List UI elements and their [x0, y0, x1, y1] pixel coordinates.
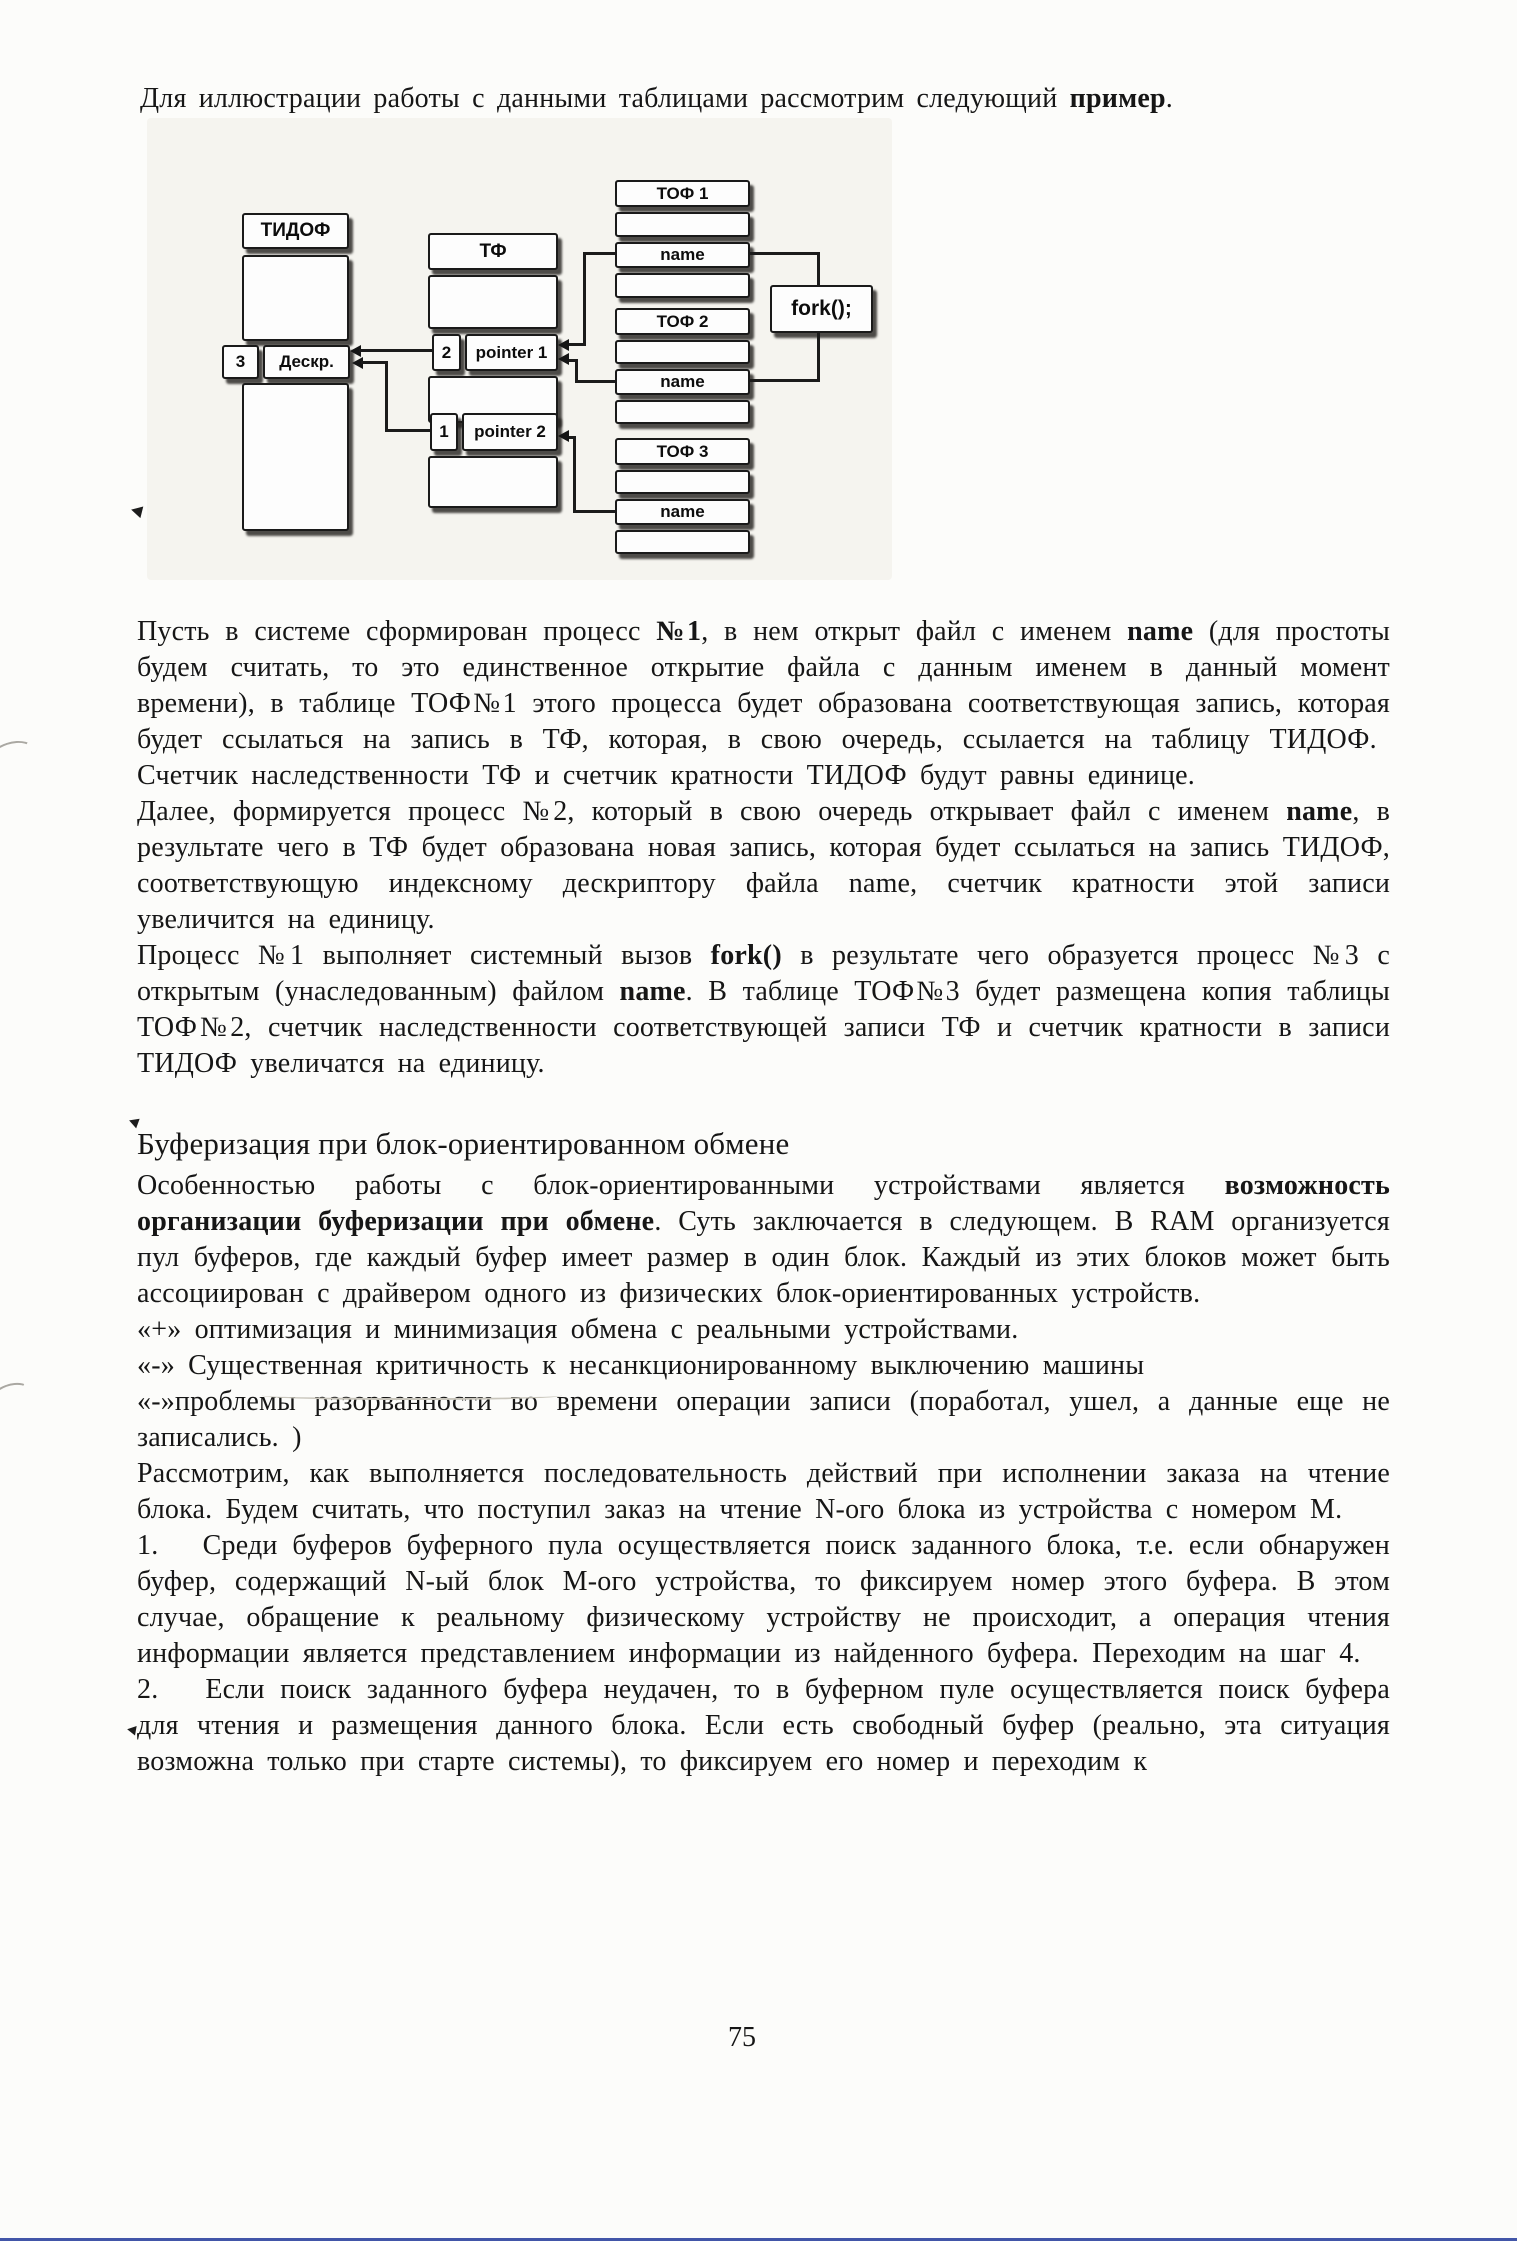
- connector-line: [359, 349, 432, 352]
- tidof-descriptor-cell: Дескр.: [263, 345, 350, 379]
- tof2-empty-cell: [615, 340, 750, 364]
- paragraph-minus-point-2: «-»проблемы разорванности во времени операции записи (поработал, ушел, а данные еще не записались. ): [137, 1386, 1390, 1453]
- tof3-table-header: ТОФ 3: [615, 438, 750, 465]
- fork-call-box: fork();: [770, 285, 873, 333]
- text-run: Пусть в системе сформирован процесс: [137, 616, 657, 647]
- paragraph-plus-point: «+» оптимизация и минимизация обмена с реальными устройствами.: [137, 1314, 1019, 1345]
- arrow-into-pointer2-icon: [558, 430, 569, 442]
- text-run: , в результате чего в ТФ будет образована новая запись, которая будет ссылаться на запись ТИДОФ, соответствующую индексному дескриптору файла name, счетчик кратности этой записи увеличится на единицу.: [137, 796, 1390, 935]
- tf-pointer1-cell: pointer 1: [465, 334, 558, 371]
- list-item-step2: 2. Если поиск заданного буфера неудачен, то в буферном пуле осуществляется поиск буфера для чтения и размещения данного блока. Если есть свободный буфер (реально, эта ситуация возможна только при старте системы), то фиксируем его номер и переходим к: [137, 1674, 1390, 1777]
- connector-line: [573, 510, 615, 513]
- intro-paragraph: [140, 80, 1393, 117]
- margin-mark-icon: [126, 1725, 136, 1736]
- pencil-arc-mark: [0, 735, 42, 783]
- connector-line: [573, 436, 576, 513]
- tof2-name-cell: name: [615, 369, 750, 395]
- paragraph-minus-point-1: «-» Существенная критичность к несанкционированному выключению машины: [137, 1350, 1145, 1381]
- connector-line: [575, 359, 578, 383]
- list-item-step1: 1. Среди буферов буферного пула осуществляется поиск заданного блока, т.е. если обнаружен буфер, содержащий N-ый блок М-ого устройства, то фиксируем номер этого буфера. В этом случае, обращение к реальному физическому устройству не происходит, а операция чтения информации является представлением информации из найденного буфера. Переходим на шаг 4.: [137, 1530, 1390, 1669]
- tof3-name-cell: name: [615, 499, 750, 525]
- text-run-bold: пример: [1069, 83, 1166, 114]
- tidof-empty-cell: [242, 255, 349, 341]
- text-run-bold: name: [1127, 616, 1194, 647]
- tf-empty-cell: [428, 275, 558, 329]
- paragraph-read-request: Рассмотрим, как выполняется последовательность действий при исполнении заказа на чтение блока. Будем считать, что поступил заказ на чтение N-ого блока из устройства с номером М.: [137, 1458, 1390, 1525]
- connector-line: [817, 252, 820, 285]
- paragraph-buffering-intro: [137, 1168, 1390, 1312]
- tidof-table-header: ТИДОФ: [242, 213, 349, 249]
- tf-row2-index: 1: [430, 413, 458, 451]
- text-run: Процесс №1 выполняет системный вызов: [137, 940, 711, 971]
- body-text-column: [137, 614, 1390, 1780]
- text-run: . Суть заключается в следующем. В RAM организуется пул буферов, где каждый буфер имеет размер в один блок. Каждый из этих блоков может быть ассоциирован с драйвером одного из физических блок-ориентированных устройств.: [137, 1206, 1391, 1309]
- connector-line: [575, 380, 615, 383]
- arrow-into-pointer1-icon: [558, 339, 569, 351]
- tof1-name-cell: name: [615, 242, 750, 268]
- connector-line: [583, 252, 615, 255]
- text-run: (для простоты будем считать, то это единственное открытие файла с данным именем в данный момент времени), в таблице ТОФ№1 этого процесса будет образована соответствующая запись, которая будет ссылаться на запись в ТФ, которая, в свою очередь, ссылается на таблицу ТИДОФ. Счетчик наследственности ТФ и счетчик кратности ТИДОФ будут равны единице.: [137, 616, 1390, 791]
- tidof-row-index: 3: [222, 345, 259, 379]
- connector-line: [817, 333, 820, 382]
- text-run-bold: возможность организации буферизации при обмене: [137, 1170, 1390, 1237]
- text-run: .: [1165, 83, 1173, 114]
- tof3-empty-cell: [615, 470, 750, 494]
- text-run: Для иллюстрации работы с данными таблицами рассмотрим следующий: [140, 83, 1070, 114]
- connector-line: [568, 359, 578, 362]
- connector-line: [568, 436, 576, 439]
- connector-line: [385, 361, 388, 432]
- margin-mark-icon: [130, 504, 144, 518]
- text-run-bold: fork(): [710, 940, 782, 971]
- tf-empty-cell: [428, 456, 558, 508]
- connector-line: [568, 343, 586, 346]
- tf-pointer2-cell: pointer 2: [462, 413, 558, 451]
- tof2-empty-cell: [615, 400, 750, 424]
- text-run: Особенностью работы с блок-ориентированными устройствами является: [137, 1170, 1225, 1201]
- connector-line: [750, 379, 820, 382]
- tf-table-header: ТФ: [428, 233, 558, 270]
- tof1-empty-cell: [615, 212, 750, 237]
- section-heading: Буферизация при блок-ориентированном обмене: [137, 1126, 790, 1161]
- tof1-empty-cell: [615, 273, 750, 298]
- connector-line: [750, 252, 820, 255]
- connector-line: [385, 429, 430, 432]
- text-run: , в нем открыт файл с именем: [701, 616, 1128, 647]
- text-run: Далее, формируется процесс №2, который в свою очередь открывает файл с именем: [137, 796, 1287, 827]
- paragraph-process1: [137, 614, 1390, 794]
- text-run-bold: name: [619, 976, 686, 1007]
- arrow-into-pointer1-icon: [558, 353, 569, 365]
- connector-line: [583, 252, 586, 346]
- pencil-arc-mark: [0, 1377, 38, 1421]
- tof1-table-header: ТОФ 1: [615, 180, 750, 207]
- paragraph-fork: [137, 938, 1390, 1082]
- text-run: в результате чего образуется процесс №3 с открытым (унаследованным) файлом: [137, 940, 1391, 1007]
- file-tables-diagram: [147, 118, 892, 580]
- tof2-table-header: ТОФ 2: [615, 308, 750, 335]
- text-run-bold: name: [1286, 796, 1353, 827]
- text-run: . В таблице ТОФ№3 будет размещена копия таблицы ТОФ№2, счетчик наследственности соответствующей записи ТФ и счетчик кратности в записи ТИДОФ увеличатся на единицу.: [137, 976, 1390, 1079]
- tof3-empty-cell: [615, 530, 750, 554]
- pencil-underline-mark: [262, 1390, 562, 1400]
- page-number: 75: [728, 2022, 756, 2053]
- tidof-empty-cell: [242, 383, 349, 531]
- tf-row1-index: 2: [432, 334, 461, 371]
- text-run-bold: №1: [656, 616, 702, 647]
- connector-line: [361, 361, 387, 364]
- paragraph-process2: [137, 794, 1390, 938]
